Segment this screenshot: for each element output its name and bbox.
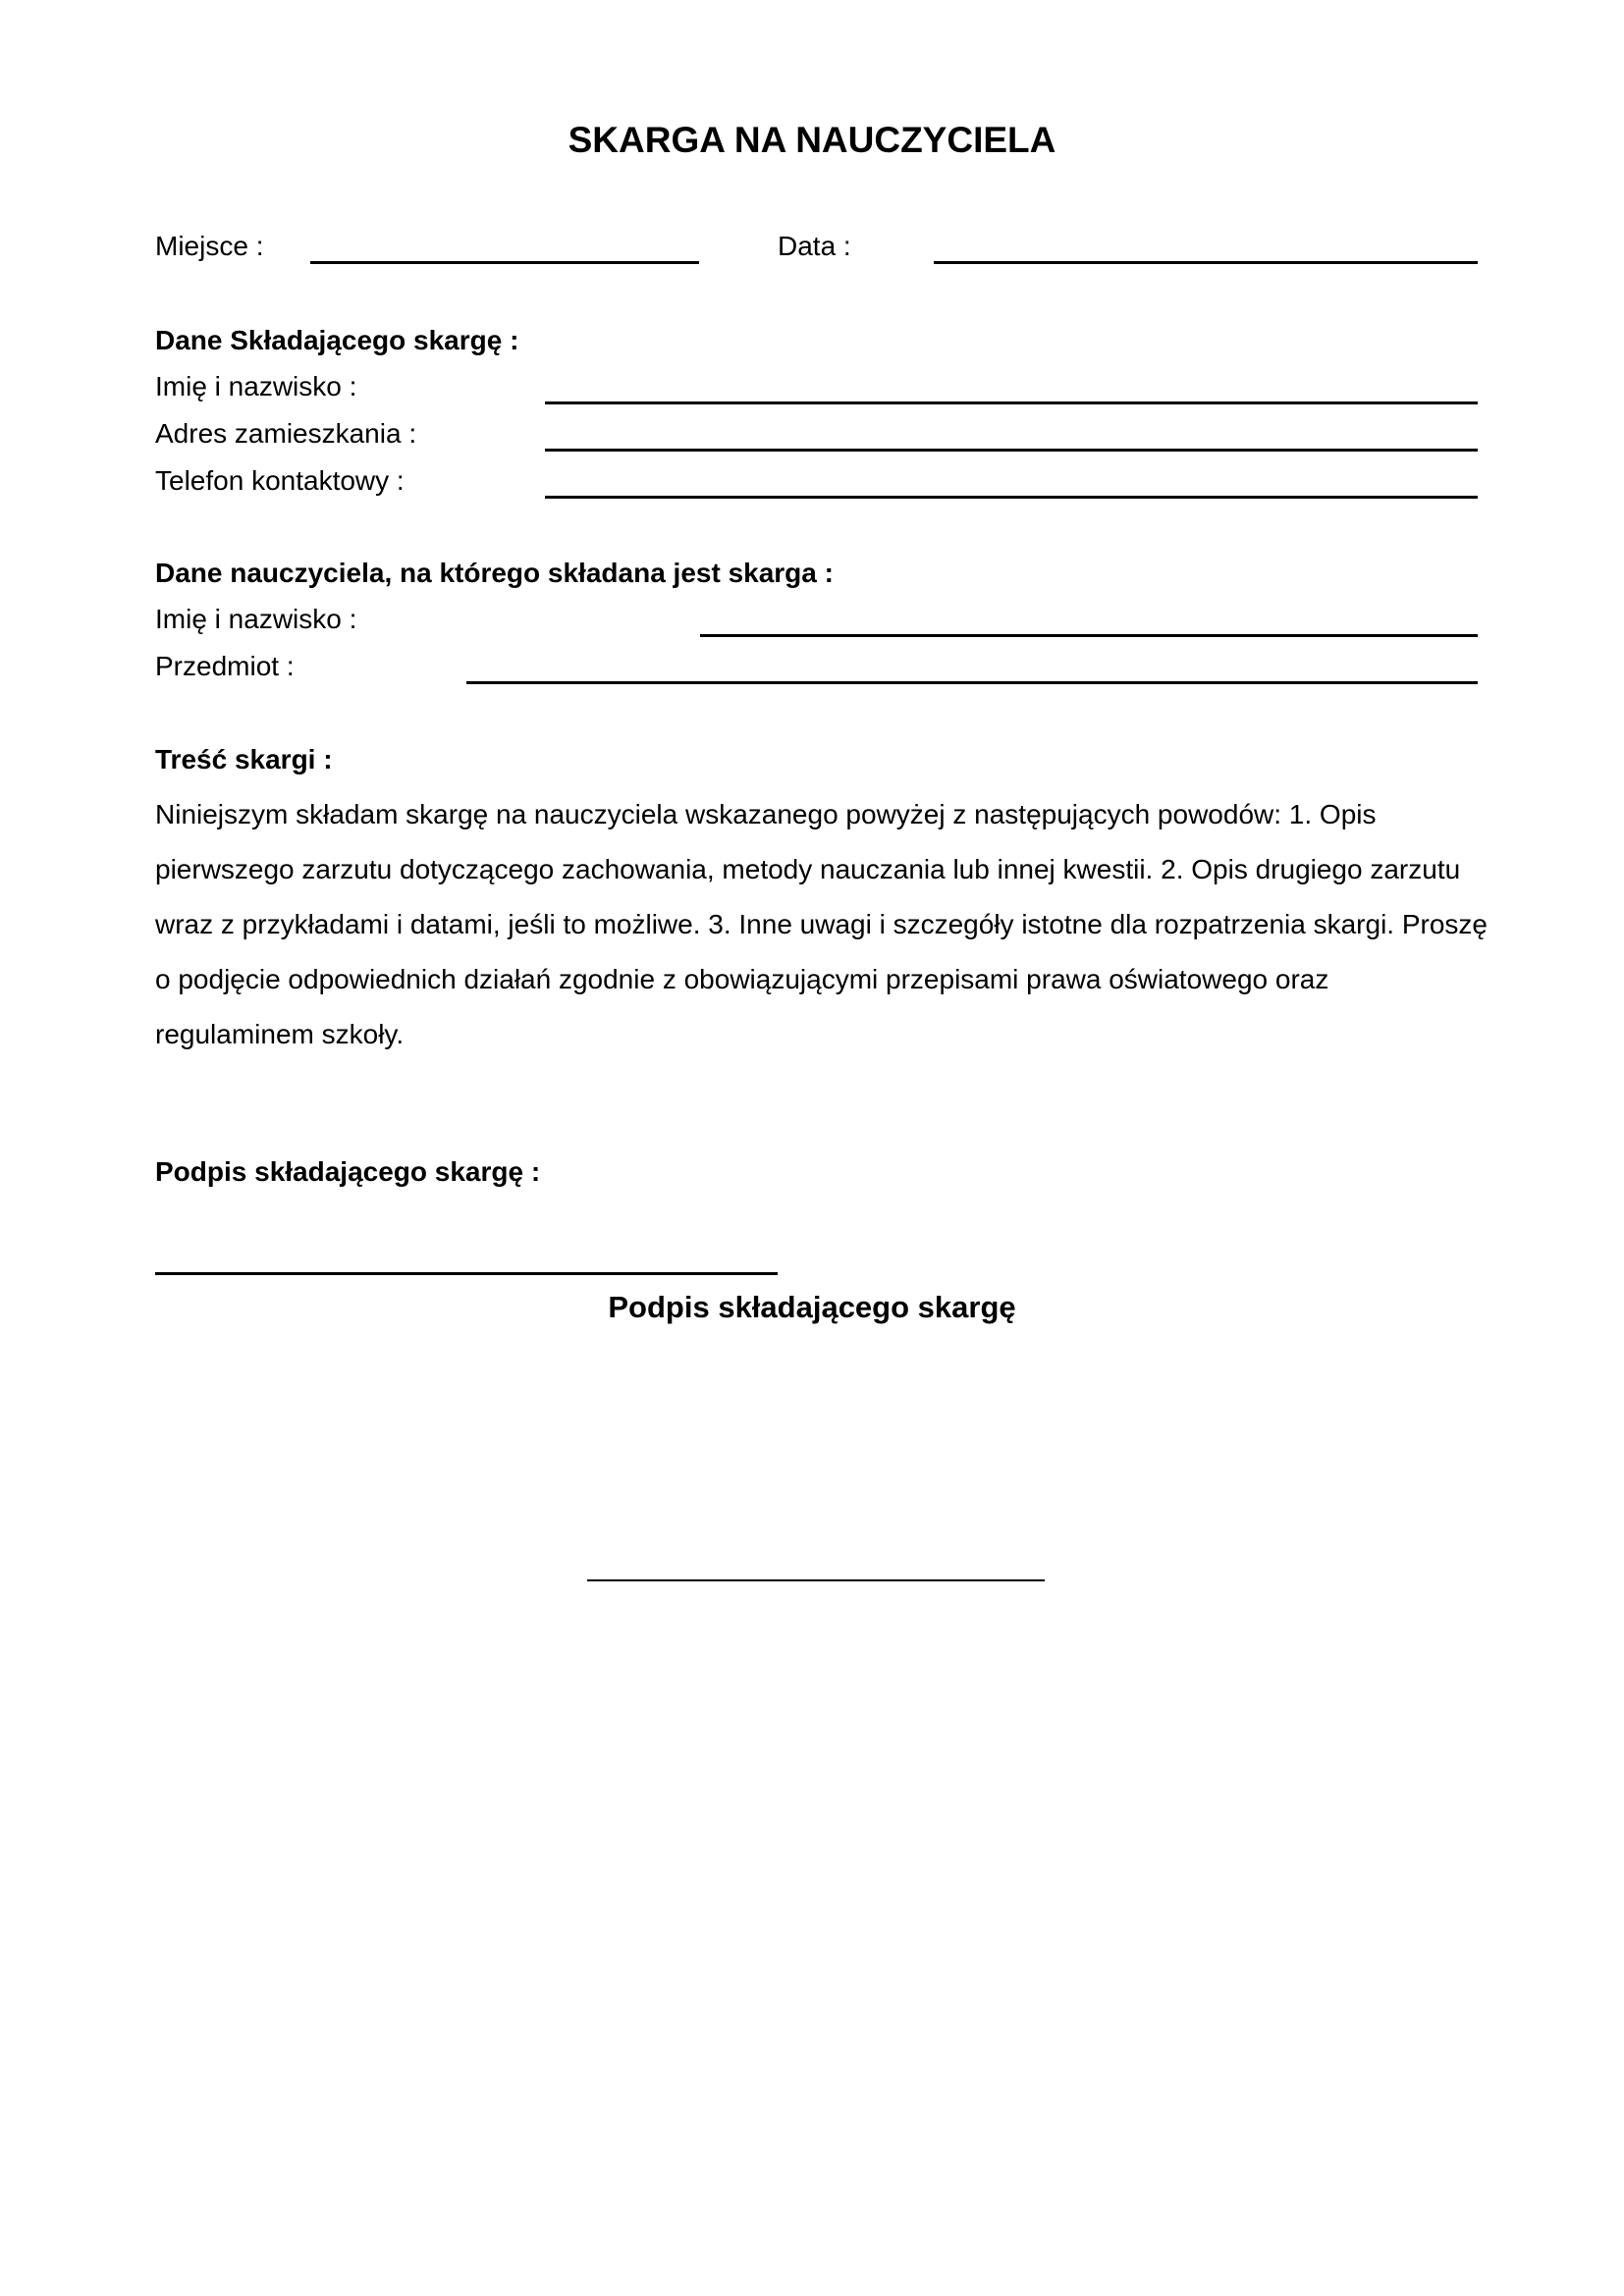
bottom-divider-line (587, 1579, 1045, 1581)
complainant-address-label: Adres zamieszkania : (155, 418, 417, 449)
complainant-phone-field-line[interactable] (545, 496, 1478, 499)
teacher-name-label: Imię i nazwisko : (155, 604, 357, 634)
teacher-heading: Dane nauczyciela, na którego składana jest skarga : (155, 558, 834, 588)
place-label: Miejsce : (155, 231, 264, 261)
complainant-phone-label: Telefon kontaktowy : (155, 465, 405, 496)
teacher-subject-label: Przedmiot : (155, 651, 295, 681)
signature-heading: Podpis składającego skargę : (155, 1156, 541, 1187)
complainant-heading: Dane Składającego skargę : (155, 325, 519, 355)
signature-line[interactable] (155, 1272, 778, 1275)
complaint-body: Niniejszym składam skargę na nauczyciela wskazanego powyżej z następujących powodów: 1. Opis pierwszego zarzutu dotyczącego zachowania, metody nauczania lub innej kwestii. 2. Opis drugiego zarzutu wraz z przykładami i datami, jeśli to możliwe. 3. Inne uwagi i szczegóły istotne dla rozpatrzenia skargi. Proszę o podjęcie odpowiednich działań zgodnie z obowiązującymi przepisami prawa oświatowego oraz regulaminem szkoły. (155, 799, 1489, 1049)
date-label: Data : (778, 231, 851, 261)
teacher-name-field-line[interactable] (700, 634, 1478, 637)
complainant-address-field-line[interactable] (545, 449, 1478, 452)
signature-caption: Podpis składającego skargę (608, 1290, 1016, 1324)
document-title: SKARGA NA NAUCZYCIELA (568, 120, 1056, 160)
teacher-subject-field-line[interactable] (466, 681, 1478, 684)
complainant-name-label: Imię i nazwisko : (155, 371, 357, 401)
complainant-name-field-line[interactable] (545, 401, 1478, 404)
place-field-line[interactable] (310, 261, 699, 264)
date-field-line[interactable] (934, 261, 1478, 264)
complaint-heading: Treść skargi : (155, 744, 333, 774)
